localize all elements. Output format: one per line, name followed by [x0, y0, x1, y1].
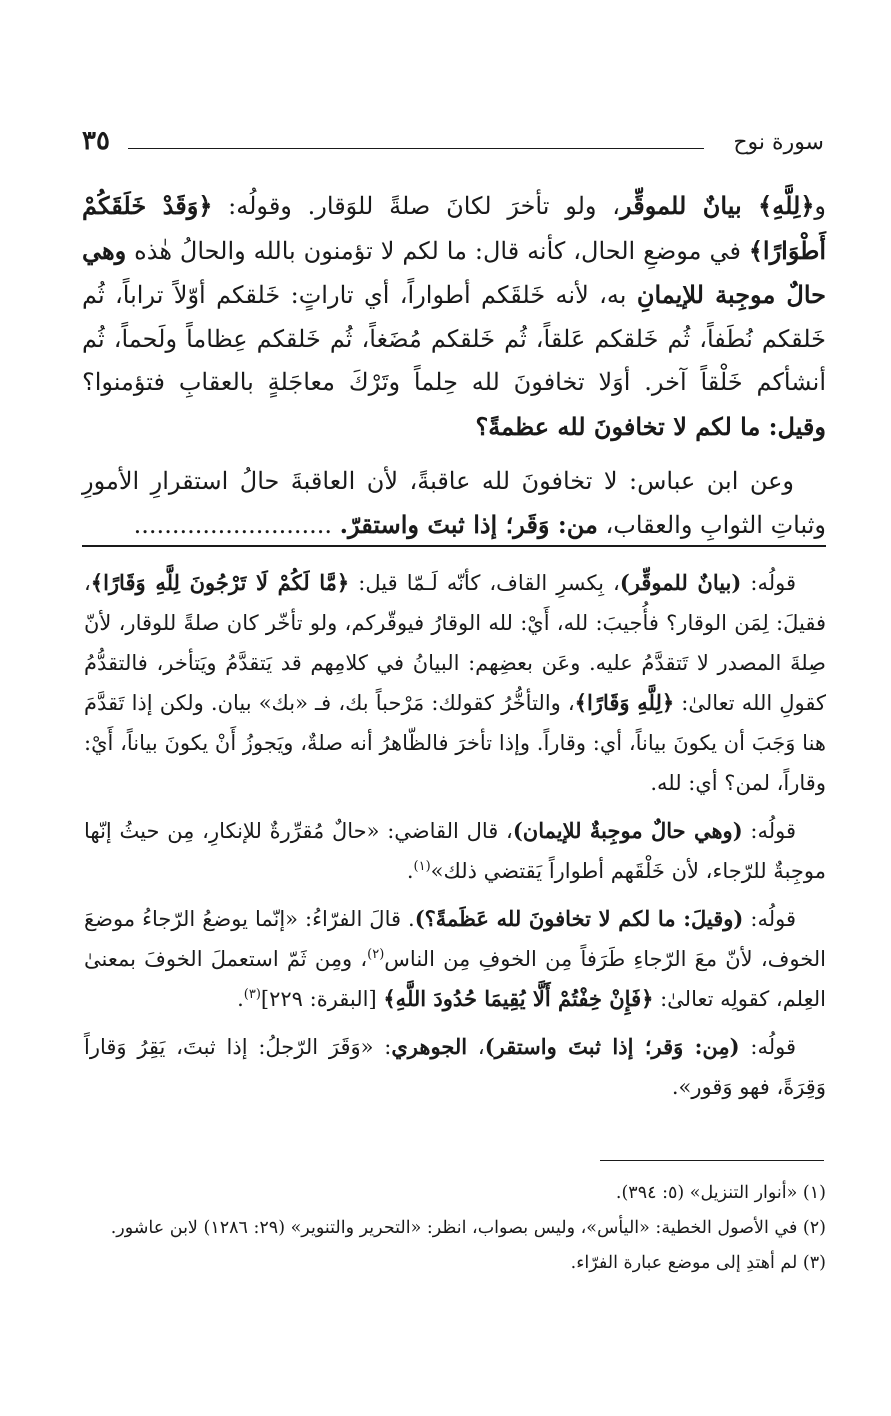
- section-divider: [82, 545, 826, 547]
- quran-quote: ﴿لِلَّهِ وَقَارًا﴾: [574, 690, 675, 715]
- footnote-ref[interactable]: (٣): [243, 987, 261, 1002]
- quran-quote: ﴿مَّا لَكُمْ لَا تَرْجُونَ لِلَّهِ وَقَارًا﴾: [90, 570, 350, 595]
- footnote-1: (١) «أنوار التنزيل» (٥: ٣٩٤).: [615, 1183, 826, 1203]
- footnote-ref[interactable]: (٢): [367, 947, 385, 962]
- main-text: [82, 184, 826, 558]
- main-paragraph: [82, 460, 826, 548]
- commentary-paragraph: [84, 563, 826, 803]
- main-paragraph: [82, 184, 826, 450]
- text-run: قولُه:: [742, 819, 797, 843]
- quran-quote: ﴿فَإِنْ خِفْتُمْ أَلَّا يُقِيمَا حُدُودَ اللَّهِ﴾: [383, 986, 654, 1011]
- text-run: به، لأنه خَلقَكم أطواراً، أي تاراتٍ: خَلقكم أوّلاً تراباً، ثُم خَلقكم نُطَفاً، ثُم خَلقكم عَلقاً، ثُم خَلقكم مُضَغاً، ثُم خَلقكم عِظاماً ولَحماً، ثُم أنشأكم خَلْقاً آخر. أوَلا تخافونَ لله حِلماً وتَرْكَ معاجَلةٍ بالعقابِ فتؤمنوا؟: [82, 281, 826, 397]
- bold-phrase: وهي حالٌ موجِبة للإيمانِ: [82, 235, 826, 310]
- text-run: و: [814, 192, 826, 220]
- bold-phrase: (وقيلَ: ما لكم لا تخافونَ لله عَظَمةً؟): [414, 906, 744, 931]
- text-run: .: [237, 987, 244, 1011]
- bold-phrase: بيانٌ للموقِّر: [620, 191, 759, 220]
- footnote-divider: [600, 1160, 824, 1161]
- footnotes: [84, 1176, 826, 1281]
- text-run: .: [406, 859, 414, 883]
- text-run: . قالَ الفرّاءُ: «إنّما يوضعُ الرّجاءُ موضعَ الخوف، لأنّ معَ الرّجاءِ طَرَفاً مِن الخوفِ مِن الناس: [84, 907, 826, 971]
- commentary-paragraph: [84, 811, 826, 891]
- text-run: ، ومِن ثَمّ استعملَ الخوفَ بمعنىٰ العِلم، كقولِه تعالىٰ:: [84, 947, 826, 1011]
- text-run: قولُه:: [739, 1035, 797, 1059]
- text-run: قولُه:: [743, 907, 796, 931]
- surah-title: سورة نوح: [733, 130, 824, 155]
- bold-phrase: (وهي حالٌ موجِبةٌ للإيمان): [512, 818, 743, 843]
- dotted-leader: ..........................: [133, 511, 340, 540]
- quran-quote: ﴿وَقَدْ خَلَقَكُمْ أَطْوَارًا﴾: [82, 191, 826, 265]
- commentary-paragraph: [84, 899, 826, 1019]
- commentary: [84, 563, 826, 1115]
- page-number: ٣٥: [82, 126, 110, 156]
- footnote-3: (٣) لم أهتدِ إلى موضع عبارة الفرّاء.: [570, 1253, 826, 1273]
- text-run: وعن ابن عباس: لا تخافونَ لله عاقبةً، لأن العاقبةَ حالُ استقرارِ الأمورِ وثباتِ الثوابِ والعقاب،: [82, 466, 826, 540]
- running-header: [82, 122, 824, 162]
- text-run: ،: [467, 1035, 485, 1059]
- text-run: ، فقيلَ: لِمَن الوقار؟ فأُجيبَ: لله، أَيْ: لله الوقارُ فيوقّركم، ولو تأخّر كان صلةً للوقار، لأنّ صِلةَ المصدر لا تَتقدَّمُ عليه. وعَن بعضِهم: البيانُ في كلامِهم قد يَتقدَّمُ ويَتأخر، فالتقدُّمُ كقولِ الله تعالىٰ:: [84, 571, 826, 715]
- footnote-ref[interactable]: (١): [413, 859, 431, 874]
- text-run: قولُه:: [741, 571, 797, 595]
- text-run: ، والتأخُّرُ كقولك: مَرْحباً بك، فـ «بك» بيان. ولكن إذا تَقدَّمَ هنا وَجَبَ أن يكونَ بياناً، أي: وقاراً. وإذا تأخرَ فالظّاهرُ أنه صلةٌ، ويَجوزُ أَنْ يكونَ بياناً، أَيْ: وقاراً، لمن؟ أي: لله.: [84, 691, 826, 795]
- commentary-paragraph: [84, 1027, 826, 1107]
- text-run: : «وَقَرَ الرّجلُ: إذا ثبتَ، يَقِرُ وَقاراً وَقِرَةً، فهو وَقور».: [84, 1035, 826, 1099]
- bold-phrase: الجوهري: [391, 1034, 468, 1059]
- header-rule: [128, 148, 704, 149]
- text-run: ، بِكسرِ القاف، كأنّه لَـمّا قيل:: [349, 571, 620, 595]
- text-run: ، ولو تأخرَ لكانَ صلةً للوَقار. وقولُه:: [212, 192, 621, 220]
- text-run: ، قال القاضي: «حالٌ مُقرِّرةٌ للإنكارِ، مِن حيثُ إنّها موجِبةٌ للرّجاء، لأن خَلْقَهم أطواراً يَقتضي ذلك»: [84, 819, 826, 883]
- bold-phrase: من: وَقَر؛ إذا ثبتَ واستقرّ.: [339, 510, 598, 540]
- bold-phrase: وقيل: ما لكم لا تخافونَ لله عظمةً؟: [475, 411, 826, 441]
- footnote-2: (٢) في الأصول الخطية: «اليأس»، وليس بصواب، انظر: «التحرير والتنوير» (٢٩: ١٢٨٦) لابن عاشور.: [110, 1218, 826, 1238]
- bold-phrase: (بيانٌ للموقِّر): [619, 570, 742, 595]
- text-run: في موضعِ الحال، كأنه قال: ما لكم لا تؤمنون بالله والحالُ هٰذه: [126, 236, 749, 265]
- quran-quote: ﴿لِلَّهِ﴾: [758, 191, 815, 220]
- bold-phrase: (مِن: وَقر؛ إذا ثبتَ واستقر): [484, 1034, 740, 1059]
- verse-citation: [البقرة: ٢٢٩]: [260, 987, 384, 1011]
